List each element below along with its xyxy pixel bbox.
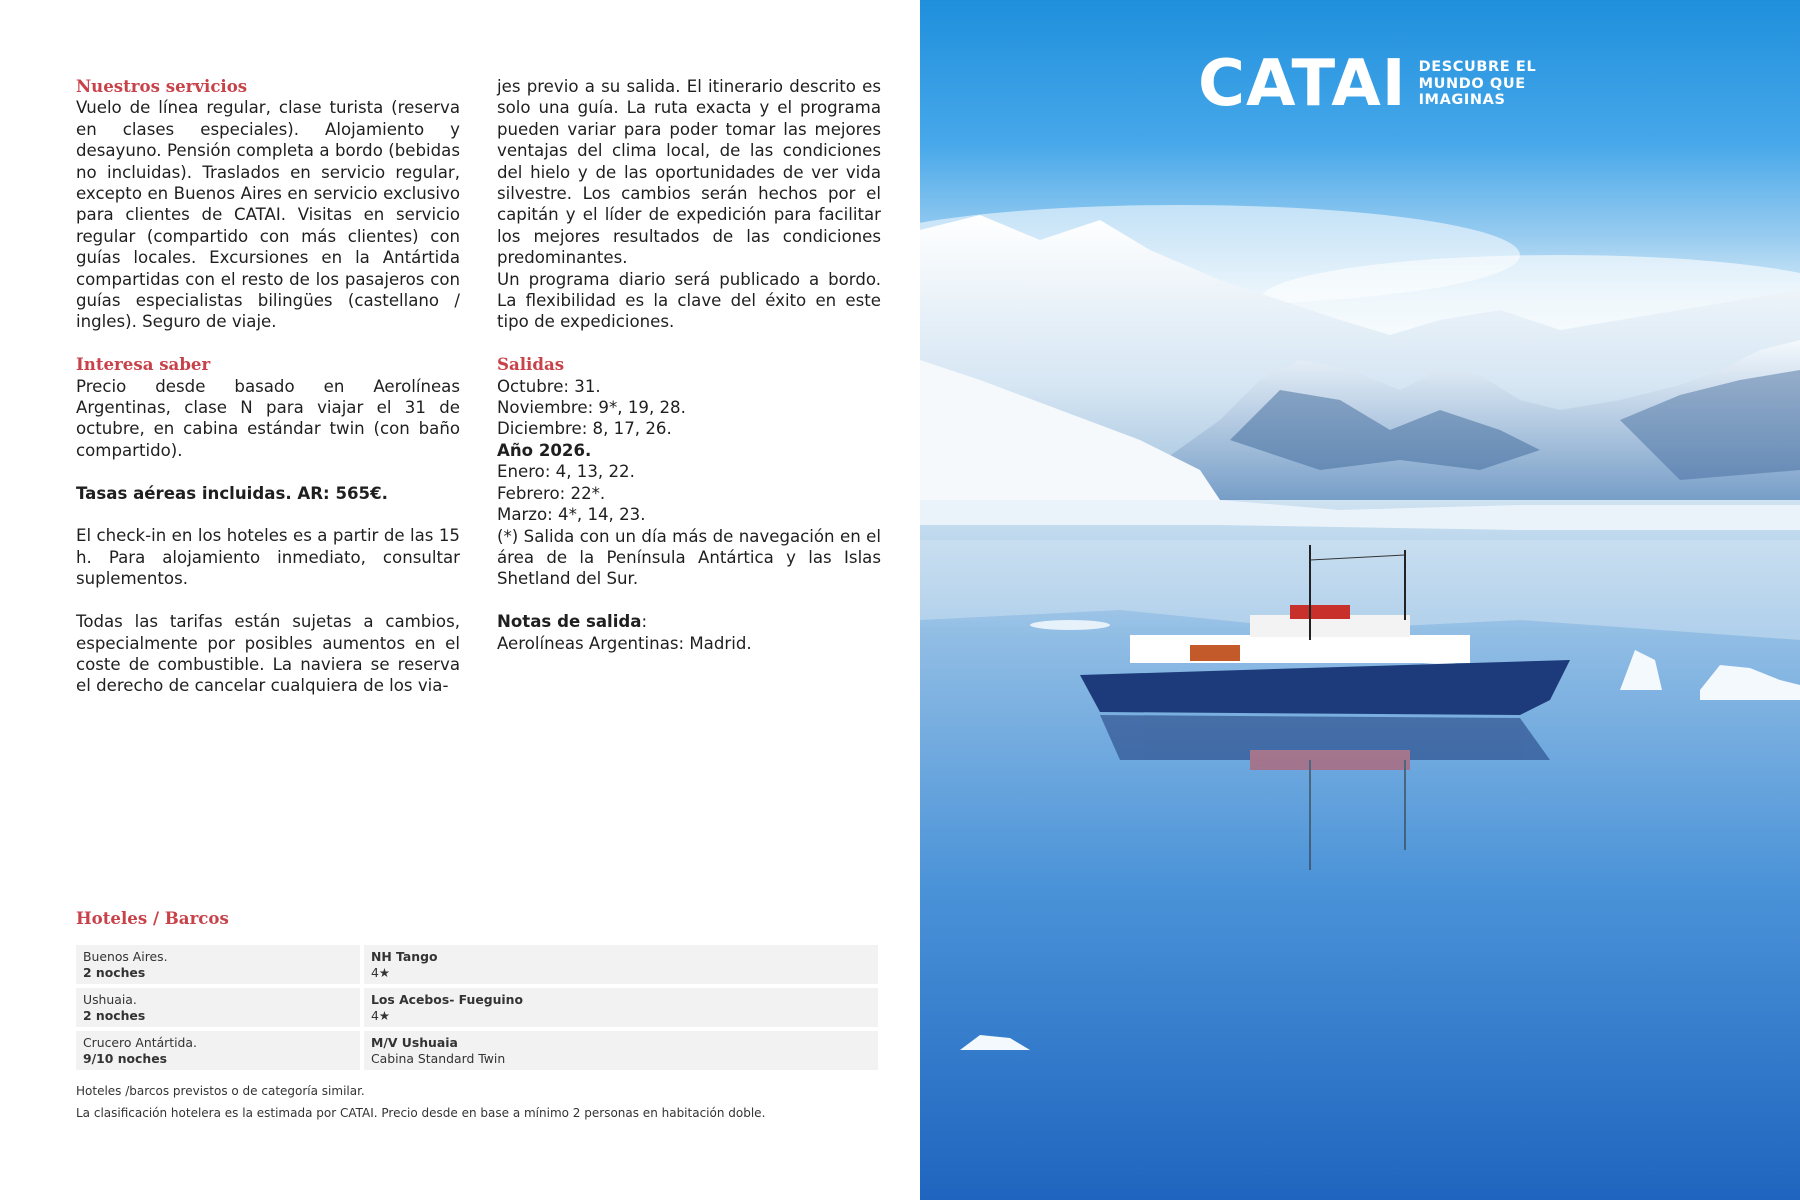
hotel-nights: 9/10 noches xyxy=(83,1050,167,1066)
servicios-text: Vuelo de línea regular, clase turista (reserva en clases especiales). Alojamiento y desayuno. Pensión completa a bordo (bebidas no incluidas). Traslados en servicio regular, excepto en Buenos Aires en servicio exclusivo para clientes de CATAI. Visitas en servicio regular (compartido con más clientes) con guías locales. Excursiones en la Antártida compartidas con el resto de los pasajeros con guías especialistas bilingües (castellano / ingles). Seguro de viaje. xyxy=(76,98,460,332)
hotel-place: Ushuaia. xyxy=(83,992,137,1008)
footnote: Hoteles /barcos previstos o de categoría similar. xyxy=(76,1084,365,1099)
hotel-place: Buenos Aires. xyxy=(83,949,168,965)
table-row xyxy=(76,988,878,1027)
programa-text: Un programa diario será publicado a bordo. La flexibilidad es la clave del éxito en este tipo de expediciones. xyxy=(497,269,881,332)
hotel-name-cell xyxy=(364,988,878,1027)
hotel-name-cell xyxy=(364,1031,878,1070)
hotel-category: 4★ xyxy=(371,1007,390,1023)
year-heading: Año 2026. xyxy=(497,440,592,460)
interesa-title: Interesa saber xyxy=(76,354,211,375)
salida-item: Marzo: 4*, 14, 23. xyxy=(497,505,646,525)
hotel-category: Cabina Standard Twin xyxy=(371,1050,506,1066)
hotel-category: 4★ xyxy=(371,964,390,980)
hotels-section xyxy=(76,908,878,1124)
hotel-place-cell xyxy=(76,988,364,1027)
hotel-place: Crucero Antártida. xyxy=(83,1035,197,1051)
salida-item: Febrero: 22*. xyxy=(497,483,606,503)
conditions-text: jes previo a su salida. El itinerario descrito es solo una guía. La ruta exacta y el programa pueden variar para poder tomar las mejores ventajas del clima local, de las condiciones del hielo y de las oportunidades de ver vida silvestre. Los cambios serán hechos por el capitán y el líder de expedición para facilitar los mejores resultados de las condiciones predominantes. xyxy=(497,77,881,268)
tagline-line: IMAGINAS xyxy=(1418,92,1506,109)
hotel-name: NH Tango xyxy=(371,949,438,965)
hotel-name-cell xyxy=(364,945,878,984)
hotel-place-cell xyxy=(76,945,364,984)
salidas-list xyxy=(497,376,881,526)
table-row xyxy=(76,1031,878,1070)
brand-name: CATAI xyxy=(1198,47,1407,121)
salida-item: Octubre: 31. xyxy=(497,376,601,396)
photo-illustration xyxy=(920,0,1800,1200)
hotel-name: Los Acebos- Fueguino xyxy=(371,992,523,1008)
hotels-table xyxy=(76,941,878,1074)
footnote: La clasificación hotelera es la estimada por CATAI. Precio desde en base a mínimo 2 personas en habitación doble. xyxy=(76,1106,766,1121)
column-1 xyxy=(76,76,460,697)
notas-label: Notas de salida xyxy=(497,612,642,632)
interesa-text: Precio desde basado en Aerolíneas Argentinas, clase N para viajar el 31 de octubre, en cabina estándar twin (con baño compartido). xyxy=(76,376,460,460)
notas-line xyxy=(497,611,881,632)
hotel-place-cell xyxy=(76,1031,364,1070)
catai-logo xyxy=(1198,47,1537,121)
servicios-title: Nuestros servicios xyxy=(76,76,248,96)
ice-floe xyxy=(1030,620,1110,630)
hotels-footnotes xyxy=(76,1080,878,1124)
notas-colon: : xyxy=(641,612,648,632)
salidas-title: Salidas xyxy=(497,354,565,375)
hotels-title: Hoteles / Barcos xyxy=(76,908,229,928)
tarifas-text: Todas las tarifas están sujetas a cambios, especialmente por posibles aumentos en el coste de combustible. La naviera se reserva el derecho de cancelar cualquiera de los via- xyxy=(76,612,460,696)
hotel-name: M/V Ushuaia xyxy=(371,1035,458,1051)
tagline-line: DESCUBRE EL xyxy=(1418,59,1537,76)
hotel-nights: 2 noches xyxy=(83,1007,146,1023)
antarctica-ship-photo xyxy=(920,0,1800,1200)
salida-item: Noviembre: 9*, 19, 28. xyxy=(497,398,686,418)
salida-item: Diciembre: 8, 17, 26. xyxy=(497,419,672,439)
salida-item: Enero: 4, 13, 22. xyxy=(497,462,635,482)
hotel-nights: 2 noches xyxy=(83,964,146,980)
checkin-text: El check-in en los hoteles es a partir de las 15 h. Para alojamiento inmediato, consultar suplementos. xyxy=(76,526,460,589)
salida-note: (*) Salida con un día más de navegación en el área de la Península Antártica y las Islas Shetland del Sur. xyxy=(497,526,881,589)
table-row xyxy=(76,945,878,984)
brand-tagline xyxy=(1419,59,1537,109)
tasas-text: Tasas aéreas incluidas. AR: 565€. xyxy=(76,483,388,503)
column-2 xyxy=(497,76,881,654)
notas-text: Aerolíneas Argentinas: Madrid. xyxy=(497,633,752,653)
tagline-line: MUNDO QUE xyxy=(1418,75,1526,92)
